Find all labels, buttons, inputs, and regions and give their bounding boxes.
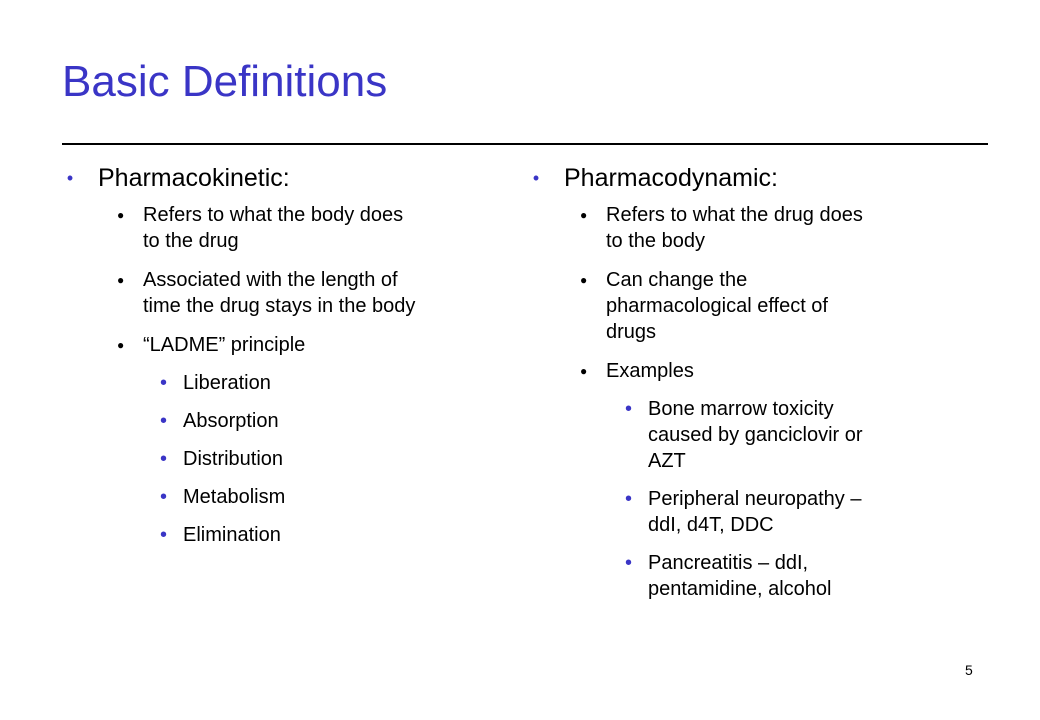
ladme-item: Distribution: [183, 448, 284, 470]
bullet-dot-icon: ●: [580, 273, 588, 287]
example-line: Peripheral neuropathy –: [648, 488, 862, 510]
bullet-small-icon: •: [625, 398, 633, 420]
list-item: [62, 332, 517, 358]
ladme-list: [62, 370, 517, 548]
pharmacodynamic-points: [528, 202, 968, 384]
example-line: ddI, d4T, DDC: [648, 514, 774, 536]
pharmacodynamic-column: [528, 162, 968, 614]
pharmacokinetic-heading: Pharmacokinetic:: [98, 164, 290, 192]
bullet-dot-icon: ●: [117, 273, 125, 287]
list-item: [62, 446, 517, 472]
bullet-small-icon: •: [625, 488, 633, 510]
point-line: Can change the: [606, 269, 748, 291]
pharmacodynamic-heading: Pharmacodynamic:: [564, 164, 778, 192]
list-item: [528, 396, 968, 474]
list-item: [528, 202, 968, 254]
list-item: [62, 202, 517, 254]
title-divider: [62, 143, 988, 145]
list-item: [62, 408, 517, 434]
list-item: [62, 522, 517, 548]
pharmacodynamic-heading-item: [528, 162, 968, 194]
example-line: Bone marrow toxicity: [648, 398, 834, 420]
list-item: [62, 370, 517, 396]
point-line: to the body: [606, 230, 705, 252]
point-line: Examples: [606, 360, 694, 382]
bullet-dot-icon: ●: [580, 208, 588, 222]
point-line: pharmacological effect of: [606, 295, 828, 317]
ladme-item: Liberation: [183, 372, 271, 394]
example-line: pentamidine, alcohol: [648, 578, 832, 600]
examples-list: [528, 396, 968, 602]
pharmacokinetic-column: [62, 162, 517, 560]
point-line: to the drug: [143, 230, 239, 252]
point-line: Associated with the length of: [143, 269, 398, 291]
point-line: Refers to what the drug does: [606, 204, 863, 226]
list-item: [528, 486, 968, 538]
page-number: 5: [965, 662, 973, 678]
point-line: “LADME” principle: [143, 334, 306, 356]
ladme-item: Absorption: [183, 410, 279, 432]
list-item: [528, 358, 968, 384]
list-item: [528, 550, 968, 602]
bullet-dot-icon: ●: [580, 364, 588, 378]
bullet-small-icon: •: [160, 410, 168, 432]
point-line: Refers to what the body does: [143, 204, 404, 226]
bullet-small-icon: •: [160, 524, 168, 546]
bullet-dot-icon: ●: [117, 208, 125, 222]
example-line: caused by ganciclovir or: [648, 424, 863, 446]
example-line: Pancreatitis – ddI,: [648, 552, 809, 574]
point-line: time the drug stays in the body: [143, 295, 416, 317]
bullet-small-icon: •: [625, 552, 633, 574]
bullet-small-icon: •: [160, 372, 168, 394]
pharmacokinetic-heading-item: [62, 162, 517, 194]
bullet-dot-icon: •: [532, 168, 540, 188]
slide-title: Basic Definitions: [62, 57, 388, 106]
ladme-item: Elimination: [183, 524, 281, 546]
list-item: [62, 267, 517, 319]
point-line: drugs: [606, 321, 657, 343]
list-item: [528, 267, 968, 345]
ladme-item: Metabolism: [183, 486, 286, 508]
bullet-small-icon: •: [160, 486, 168, 508]
pharmacokinetic-points: [62, 202, 517, 358]
bullet-dot-icon: •: [66, 168, 74, 188]
list-item: [62, 484, 517, 510]
example-line: AZT: [648, 450, 686, 472]
bullet-small-icon: •: [160, 448, 168, 470]
bullet-dot-icon: ●: [117, 338, 125, 352]
